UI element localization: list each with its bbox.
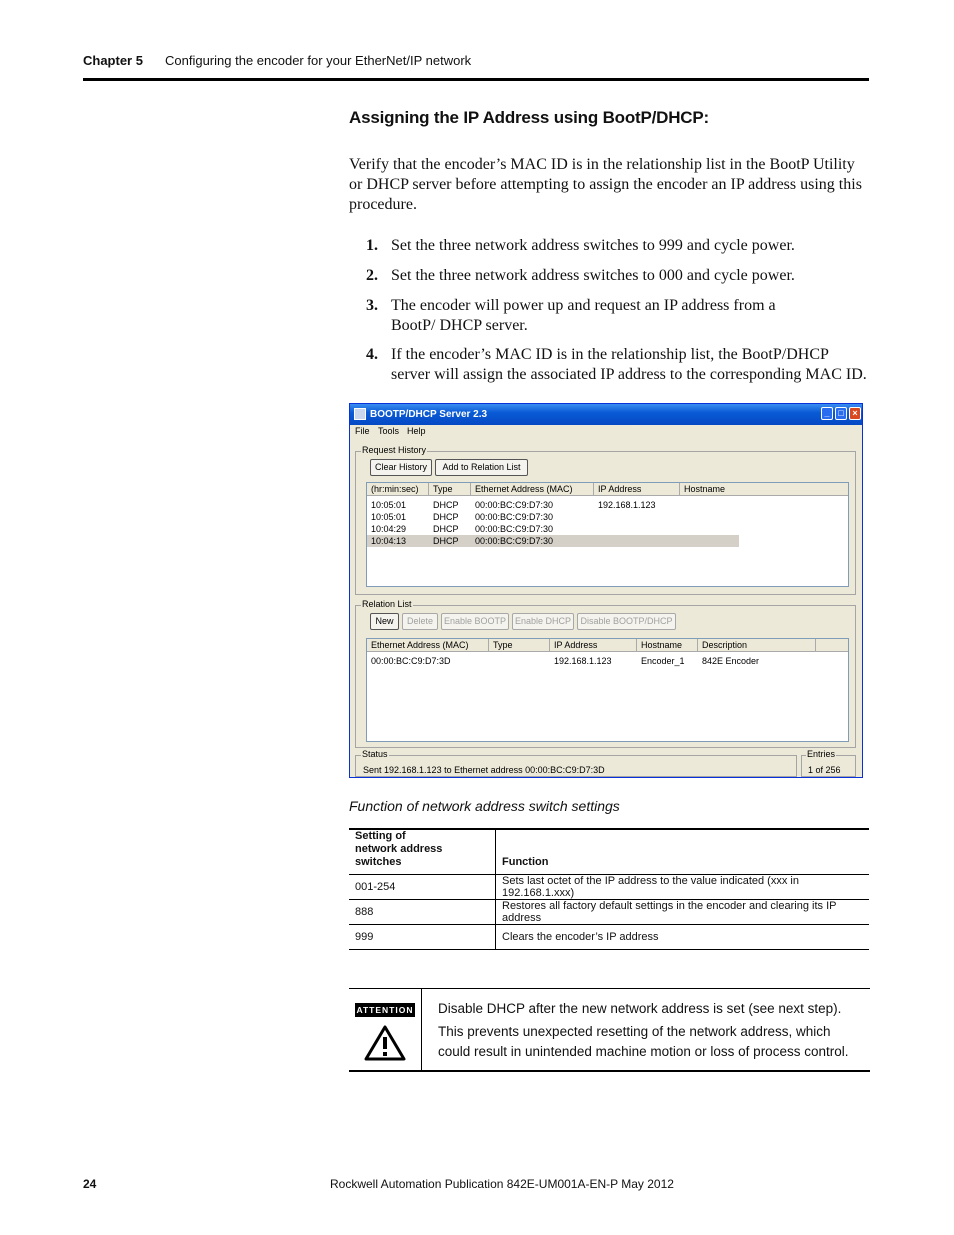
status-group	[355, 755, 797, 777]
header-rule	[83, 78, 869, 81]
new-button[interactable]: New	[370, 613, 399, 630]
column-header-mac[interactable]: Ethernet Address (MAC)	[471, 483, 594, 496]
table-row	[349, 900, 869, 925]
attention-line2: This prevents unexpected resetting of the network address, which could result in unintended machine motion or loss of process control.	[438, 1024, 849, 1059]
column-header-type[interactable]: Type	[429, 483, 471, 496]
cell-mac: 00:00:BC:C9:D7:30	[475, 536, 554, 546]
cell-mac: 00:00:BC:C9:D7:30	[475, 512, 554, 522]
cell-time: 10:05:01	[371, 512, 407, 522]
table-row[interactable]	[367, 499, 847, 511]
table-header-row	[349, 829, 869, 875]
table-row	[349, 875, 869, 900]
page-number: 24	[83, 1177, 97, 1191]
cell-mac: 00:00:BC:C9:D7:30	[475, 500, 554, 510]
header-setting-line1: Setting of	[355, 830, 406, 842]
step-number: 3.	[366, 297, 378, 314]
switch-settings-table	[349, 828, 869, 950]
column-header-type[interactable]: Type	[489, 639, 550, 652]
cell-setting: 999	[349, 925, 496, 950]
attention-badge: ATTENTION	[356, 1005, 414, 1015]
menu-file[interactable]: File	[355, 426, 370, 436]
request-history-list[interactable]	[366, 482, 849, 587]
step-4	[366, 345, 871, 385]
menu-help[interactable]: Help	[407, 426, 426, 436]
step-number: 2.	[366, 267, 378, 284]
window-titlebar[interactable]	[350, 404, 862, 425]
chapter-title: Configuring the encoder for your EtherNet/IP network	[165, 53, 472, 68]
cell-type: DHCP	[433, 536, 459, 546]
cell-type: DHCP	[433, 512, 459, 522]
column-header-hostname[interactable]: Hostname	[680, 483, 849, 496]
cell-mac: 00:00:BC:C9:D7:3D	[371, 656, 451, 666]
header-setting-line2: network address switches	[355, 843, 443, 868]
publication-info: Rockwell Automation Publication 842E-UM001A-EN-P May 2012	[330, 1177, 674, 1191]
cell-ip: 192.168.1.123	[554, 656, 612, 666]
column-header-mac[interactable]: Ethernet Address (MAC)	[367, 639, 489, 652]
add-to-relation-list-button[interactable]: Add to Relation List	[435, 459, 528, 476]
menu-tools[interactable]: Tools	[378, 426, 400, 436]
column-header-ip[interactable]: IP Address	[594, 483, 680, 496]
attention-left	[349, 989, 422, 1071]
table-row	[349, 925, 869, 950]
table-row[interactable]	[367, 523, 847, 535]
cell-time: 10:04:29	[371, 524, 407, 534]
clear-history-button[interactable]: Clear History	[370, 459, 432, 476]
cell-time: 10:05:01	[371, 500, 407, 510]
entries-value: 1 of 256	[808, 765, 841, 775]
menu-bar	[350, 425, 862, 439]
cell-type: DHCP	[433, 524, 459, 534]
column-header-time[interactable]: (hr:min:sec)	[367, 483, 429, 496]
table-row[interactable]	[367, 511, 847, 523]
column-header-ip[interactable]: IP Address	[550, 639, 637, 652]
step-number: 4.	[366, 346, 378, 363]
step-1	[366, 236, 871, 256]
maximize-icon[interactable]: □	[835, 407, 847, 420]
table-row[interactable]	[367, 655, 847, 667]
column-header-description[interactable]: Description	[698, 639, 816, 652]
cell-function: Clears the encoder’s IP address	[496, 925, 870, 950]
disable-bootp-dhcp-button[interactable]: Disable BOOTP/DHCP	[577, 613, 676, 630]
column-header-hostname[interactable]: Hostname	[637, 639, 698, 652]
window-title: BOOTP/DHCP Server 2.3	[370, 409, 488, 420]
cell-setting: 888	[349, 900, 496, 925]
table-row-selected[interactable]	[367, 535, 739, 547]
cell-function: Restores all factory default settings in the encoder and clearing its IP address	[496, 900, 870, 925]
step-3	[366, 296, 816, 336]
minimize-icon[interactable]: _	[821, 407, 833, 420]
warning-icon	[364, 1025, 406, 1061]
cell-type: DHCP	[433, 500, 459, 510]
status-label: Status	[362, 749, 388, 759]
attention-box	[349, 988, 870, 1072]
request-history-label: Request History	[362, 445, 427, 455]
cell-function: Sets last octet of the IP address to the value indicated (xxx in 192.168.1.xxx)	[496, 875, 870, 900]
delete-button[interactable]: Delete	[402, 613, 438, 630]
enable-dhcp-button[interactable]: Enable DHCP	[512, 613, 574, 630]
step-2	[366, 266, 871, 286]
chapter-label: Chapter 5	[83, 53, 143, 68]
intro-paragraph: Verify that the encoder’s MAC ID is in the relationship list in the BootP Utility or DHCP server before attempting to assign the encoder an IP address using this procedure.	[349, 156, 862, 213]
column-header-empty	[816, 639, 849, 652]
step-text: If the encoder’s MAC ID is in the relationship list, the BootP/DHCP server will assign the associated IP address to the corresponding MAC ID.	[391, 346, 867, 383]
cell-hostname: Encoder_1	[641, 656, 685, 666]
step-text: Set the three network address switches to 999 and cycle power.	[391, 237, 795, 254]
step-number: 1.	[366, 237, 378, 254]
section-title: Assigning the IP Address using BootP/DHCP:	[349, 108, 709, 127]
header-function: Function	[496, 829, 870, 875]
relation-list[interactable]	[366, 638, 849, 742]
cell-time: 10:04:13	[371, 536, 407, 546]
step-text: Set the three network address switches to 000 and cycle power.	[391, 267, 795, 284]
cell-setting: 001-254	[349, 875, 496, 900]
cell-mac: 00:00:BC:C9:D7:30	[475, 524, 554, 534]
step-text: The encoder will power up and request an IP address from a BootP/ DHCP server.	[391, 297, 776, 334]
enable-bootp-button[interactable]: Enable BOOTP	[441, 613, 509, 630]
bootp-window	[349, 403, 863, 778]
cell-description: 842E Encoder	[702, 656, 760, 666]
table-caption: Function of network address switch settings	[349, 798, 620, 814]
cell-ip: 192.168.1.123	[598, 500, 656, 510]
close-icon[interactable]: ×	[849, 407, 861, 420]
header-setting	[349, 829, 496, 875]
entries-label: Entries	[807, 749, 836, 759]
relation-list-label: Relation List	[362, 599, 412, 609]
attention-text	[438, 999, 858, 1062]
status-text: Sent 192.168.1.123 to Ethernet address 00:00:BC:C9:D7:3D	[363, 765, 605, 775]
app-icon	[354, 408, 366, 420]
attention-line1: Disable DHCP after the new network address is set (see next step).	[438, 1001, 842, 1016]
